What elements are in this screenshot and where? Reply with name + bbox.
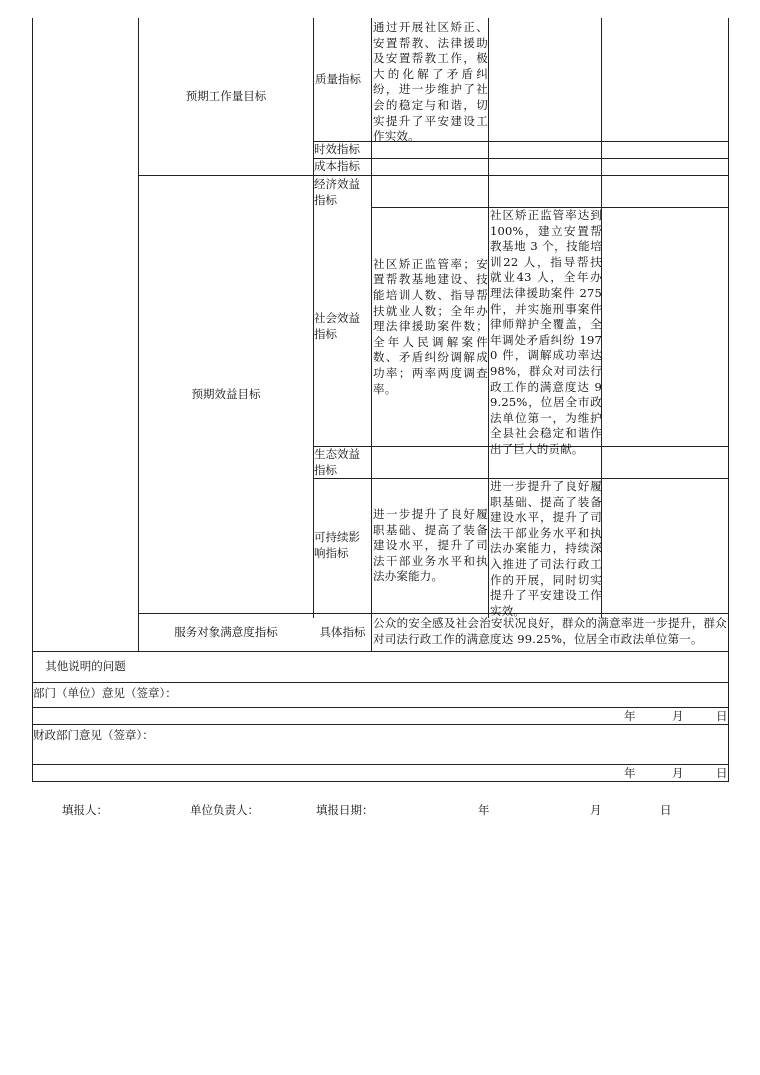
- cost-indicator-label: 成本指标: [314, 159, 360, 173]
- col-line-3: [371, 18, 372, 652]
- finance-date-year: 年: [624, 766, 636, 780]
- table-border-right: [728, 18, 729, 782]
- dept-date-year: 年: [624, 709, 636, 723]
- row-line-timeliness-bottom: [313, 158, 729, 159]
- timeliness-indicator-label: 时效指标: [314, 142, 360, 156]
- finance-opinion-label: 财政部门意见（签章）：: [33, 728, 154, 742]
- satisfaction-label: 服务对象满意度指标: [174, 624, 278, 639]
- col-line-4: [488, 18, 489, 618]
- footer-day-label: 日: [660, 803, 672, 817]
- footer-year-label: 年: [478, 803, 490, 817]
- quality-indicator-label: 质量指标: [315, 72, 361, 87]
- finance-date-month: 月: [672, 766, 684, 780]
- specific-indicator-label: 具体指标: [319, 624, 366, 639]
- quality-indicator-target: 通过开展社区矫正、安置帮教、法律援助及安置帮教工作，极大的化解了矛盾纠纷，进一步维护了社会的稳定与和谐，切实提升了平安建设工作实效。: [373, 20, 488, 144]
- footer-filler-label: 填报人：: [62, 803, 108, 817]
- specific-indicator-text: 公众的安全感及社会治安状况良好，群众的满意率进一步提升，群众对司法行政工作的满意度达 99.25%，位居全市政法单位第一。: [373, 616, 727, 646]
- sustainable-indicator-target: 进一步提升了良好履职基础、提高了装备建设水平，提升了司法干部业务水平和执法办案能力。: [373, 507, 488, 584]
- economic-indicator-label: 经济效益指标: [314, 177, 360, 207]
- dept-date-day: 日: [716, 709, 728, 723]
- footer-unit-head-label: 单位负责人：: [190, 803, 259, 817]
- footer-month-label: 月: [590, 803, 602, 817]
- social-indicator-label: 社会效益指标: [314, 311, 360, 341]
- social-indicator-target: 社区矫正监管率；安置帮教基地建设、技能培训人数、指导帮扶就业人数；全年办理法律援助案件数；全年人民调解案件数、矛盾纠纷调解成功率；两率两度调查率。: [373, 256, 488, 396]
- ecological-indicator-label: 生态效益指标: [314, 447, 360, 477]
- finance-date-day: 日: [716, 766, 728, 780]
- sustainable-indicator-actual: 进一步提升了良好履职基础、提高了装备建设水平，提升了司法干部业务水平和执法办案能力，持续深入推进了司法行政工作的开展，同时切实提升了平安建设工作实效。: [490, 479, 602, 618]
- quantity-goal-label: 预期工作量目标: [185, 88, 267, 103]
- benefit-goal-label: 预期效益目标: [191, 386, 261, 401]
- dept-date-month: 月: [672, 709, 684, 723]
- sustainable-indicator-label: 可持续影响指标: [314, 530, 360, 560]
- row-line-finance-date-top: [32, 764, 729, 765]
- footer-fill-date-label: 填报日期：: [316, 803, 374, 817]
- row-line-dept-date-top: [32, 707, 729, 708]
- row-line-other-issues-bottom: [32, 682, 729, 683]
- social-indicator-actual: 社区矫正监管率达到100%，建立安置帮教基地 3 个，技能培训22 人，指导帮扶就业43 人，全年办理法律援助案件 275 件，并实施刑事案件律师辩护全覆盖，全年调处矛盾纠纷 1970 件，调解成功率达 98%，群众对司法行政工作的满意度达 99.25%，位居全市政法单位第一，为维护全县社会稳定和谐作出了巨大的贡献。: [490, 208, 602, 456]
- other-issues-label: 其他说明的问题: [45, 659, 126, 674]
- dept-opinion-label: 部门（单位）意见（签章）：: [33, 686, 177, 700]
